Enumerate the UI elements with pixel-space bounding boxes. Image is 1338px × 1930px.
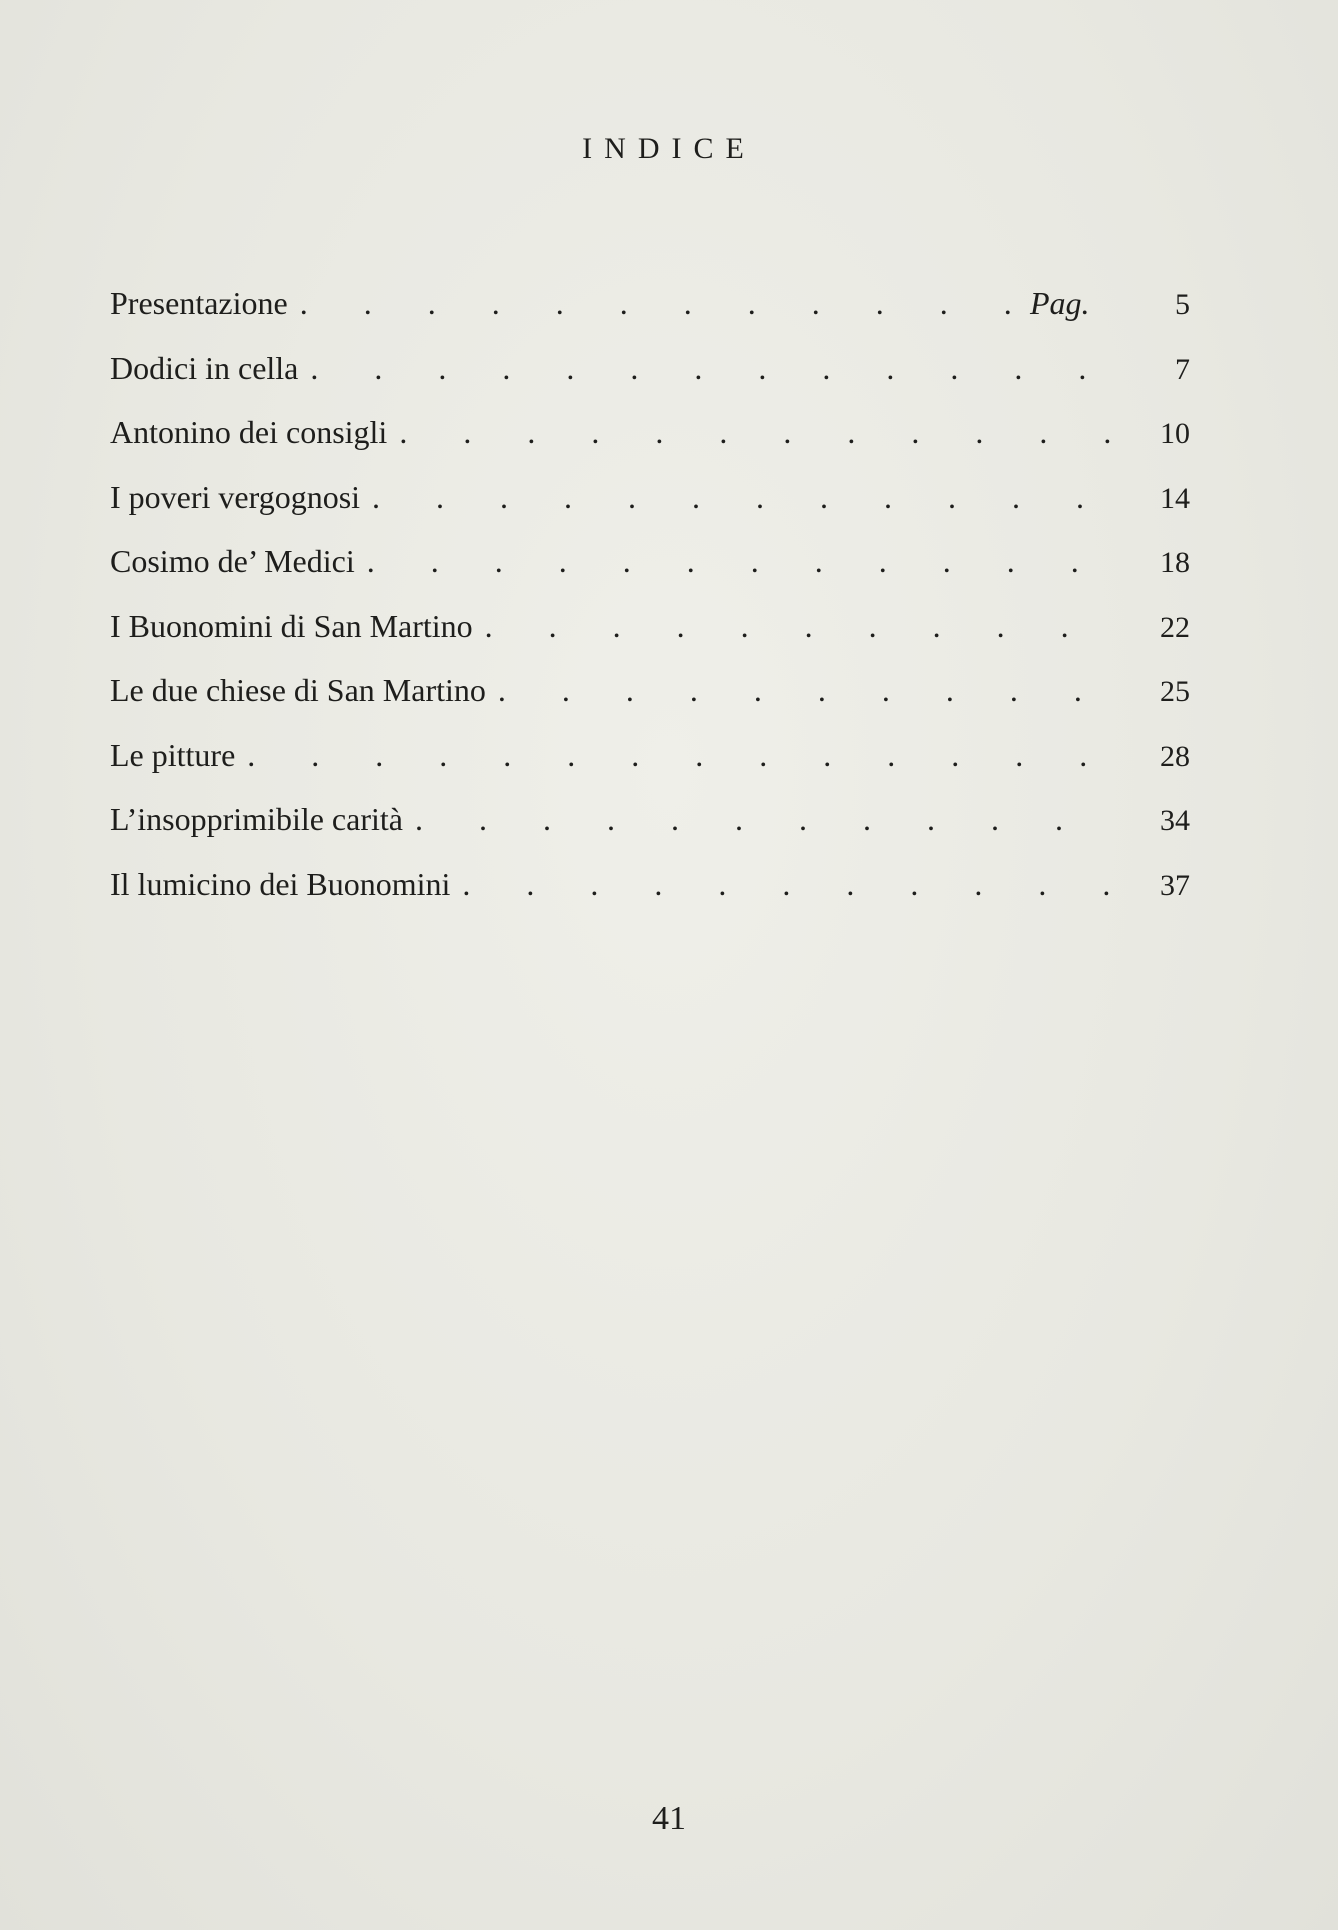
table-of-contents <box>110 285 1190 930</box>
toc-entry-title: Le pitture <box>110 736 236 773</box>
toc-entry-title: Il lumicino dei Buonomini <box>110 865 451 902</box>
page-number: 41 <box>652 1800 686 1837</box>
toc-entry-page: 37 <box>1160 868 1190 902</box>
toc-entry-page: 7 <box>1175 352 1190 386</box>
toc-entry <box>110 801 1190 866</box>
toc-entry <box>110 737 1190 802</box>
toc-entry-title: Dodici in cella <box>110 349 299 386</box>
toc-dot-leader <box>485 608 1120 645</box>
toc-entry <box>110 350 1190 415</box>
toc-dot-leader <box>415 801 1120 838</box>
toc-dot-leader <box>300 285 1030 322</box>
toc-entry-title: I Buonomini di San Martino <box>110 607 473 644</box>
toc-entry-page: 28 <box>1160 739 1190 773</box>
toc-entry-title: I poveri vergognosi <box>110 478 361 515</box>
toc-entry <box>110 608 1190 673</box>
toc-entry <box>110 414 1190 479</box>
toc-entry-page: 18 <box>1160 546 1190 579</box>
toc-dot-leader <box>372 479 1120 516</box>
toc-entry-title: L’insopprimibile carità <box>110 801 403 837</box>
toc-page-prefix: Pag. <box>1030 285 1090 321</box>
page-heading: INDICE <box>582 132 756 165</box>
toc-dot-leader <box>498 672 1120 709</box>
toc-entry <box>110 285 1190 350</box>
toc-entry <box>110 672 1190 737</box>
toc-entry-title: Le due chiese di San Martino <box>110 672 486 708</box>
toc-entry <box>110 866 1190 931</box>
toc-dot-leader <box>367 543 1120 580</box>
toc-entry-page: 34 <box>1160 804 1190 837</box>
toc-entry <box>110 543 1190 608</box>
toc-dot-leader <box>462 866 1120 903</box>
toc-entry-page: 22 <box>1160 610 1190 644</box>
toc-dot-leader <box>247 737 1120 774</box>
toc-entry-page: 5 <box>1175 288 1190 321</box>
toc-entry-title: Antonino dei consigli <box>110 414 388 450</box>
toc-entry-page: 10 <box>1160 417 1190 450</box>
toc-entry-page: 25 <box>1160 675 1190 708</box>
toc-entry <box>110 479 1190 544</box>
toc-dot-leader <box>399 414 1120 451</box>
toc-dot-leader <box>310 350 1120 387</box>
toc-entry-page: 14 <box>1160 481 1190 515</box>
toc-entry-title: Cosimo de’ Medici <box>110 543 355 579</box>
toc-entry-title: Presentazione <box>110 285 288 321</box>
